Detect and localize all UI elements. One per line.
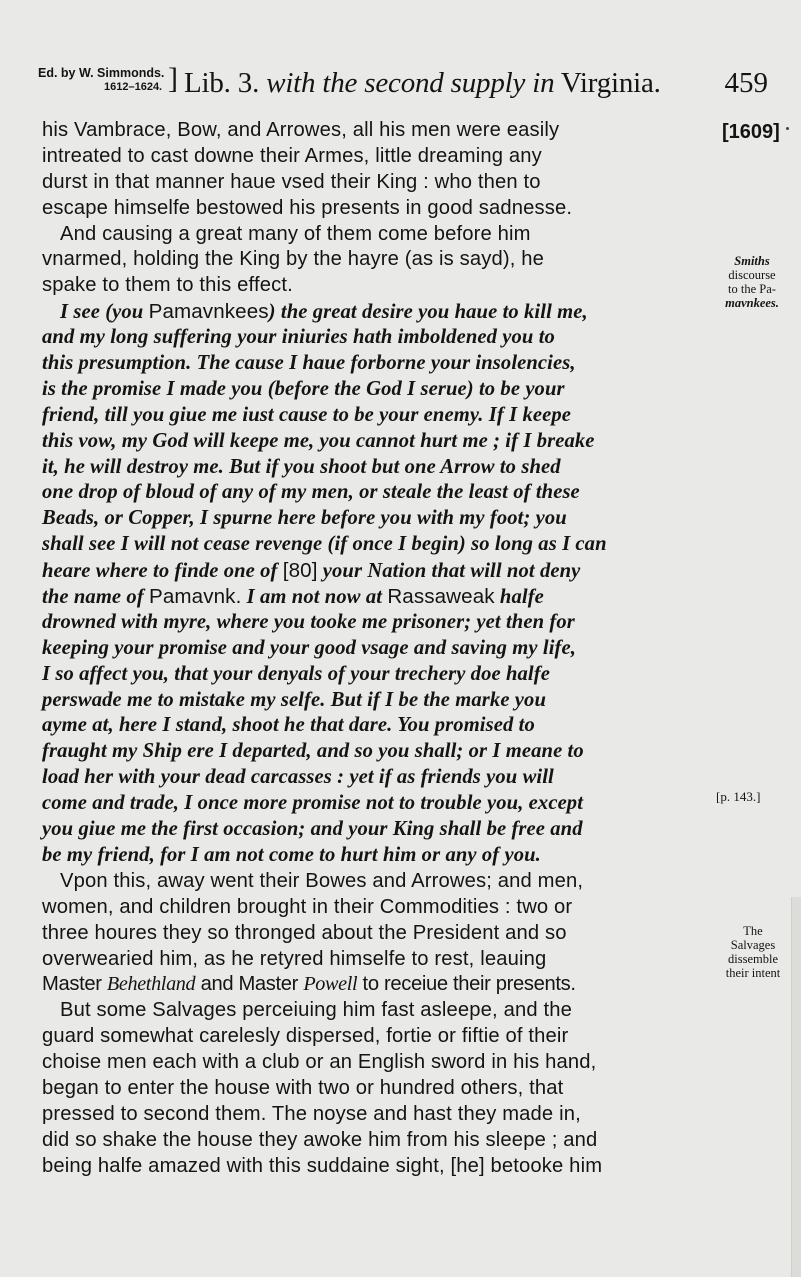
text-line: durst in that manner haue vsed their King : who then to: [42, 170, 541, 193]
text-line: [42, 972, 718, 998]
speech-line: drowned with myre, where you tooke me prisoner; yet then for: [42, 610, 575, 633]
speech-fragment: I see (you: [60, 301, 149, 324]
speech-line: Beads, or Copper, I spurne here before you with my foot; you: [42, 507, 567, 530]
text-fragment: Master: [42, 973, 107, 996]
page-number: 459: [724, 67, 768, 99]
speech-fragment: the name of: [42, 586, 150, 609]
text-fragment: and Master: [195, 973, 304, 996]
speech-line: it, he will destroy me. But if you shoot but one Arrow to shed: [42, 455, 561, 478]
speech-line: come and trade, I once more promise not to trouble you, except: [42, 792, 584, 815]
speech-line: this presumption. The cause I haue forborne your insolencies,: [42, 352, 576, 375]
speech-line: be my friend, for I am not come to hurt him or any of you.: [42, 843, 541, 866]
original-page-marker: [80]: [282, 559, 318, 583]
text-line: being halfe amazed with this suddaine sight, [he] betooke him: [42, 1154, 603, 1177]
margin-note-line: Smiths: [734, 254, 770, 268]
speech-fragment: I am not now at: [241, 586, 388, 609]
book-label: Lib. 3.: [184, 67, 260, 99]
speech-fragment: heare where to finde one of: [42, 560, 283, 583]
page-edge-shadow: [791, 897, 801, 1277]
text-line: And causing a great many of them come before him: [60, 222, 531, 245]
speech-line: [42, 584, 718, 610]
text-line: women, and children brought in their Commodities : two or: [42, 895, 573, 918]
header-bracket: ]: [168, 62, 178, 95]
speech-line: perswade me to mistake my selfe. But if I be the marke you: [42, 688, 547, 711]
name-rassaweak: Rassaweak: [387, 585, 495, 609]
speech-line: fraught my Ship ere I departed, and so you shall; or I meane to: [42, 740, 584, 763]
body-text: [42, 118, 718, 1180]
margin-note-smiths-discourse: [720, 254, 784, 310]
margin-note-line: to the Pa-: [728, 282, 776, 296]
text-line: But some Salvages perceiuing him fast asleepe, and the: [60, 999, 572, 1022]
name-behethland: Behethland: [106, 973, 196, 996]
margin-note-line: discourse: [728, 268, 776, 282]
running-header: [38, 56, 768, 104]
speech-line: you giue me the first occasion; and your King shall be free and: [42, 818, 583, 841]
text-line: escape himselfe bestowed his presents in good sadnesse.: [42, 196, 573, 219]
speech-line: [42, 299, 718, 325]
speech-line: is the promise I made you (before the God I serue) to be your: [42, 377, 565, 400]
speech-line: keeping your promise and your good vsage and saving my life,: [42, 636, 576, 659]
margin-note-line: dissemble: [728, 952, 778, 966]
text-line: Vpon this, away went their Bowes and Arrowes; and men,: [60, 869, 584, 892]
title-italic: with the second supply in: [266, 67, 555, 99]
text-line: did so shake the house they awoke him from his sleepe ; and: [42, 1128, 598, 1151]
margin-note-line: their intent: [725, 966, 781, 980]
text-line: began to enter the house with two or hundred others, that: [42, 1076, 564, 1099]
speech-line: ayme at, here I stand, shoot he that dare. You promised to: [42, 714, 535, 737]
speech-line: and my long suffering your iniuries hath imboldened you to: [42, 326, 555, 349]
text-line: three houres they so thronged about the President and so: [42, 921, 567, 944]
speech-line: this vow, my God will keepe me, you cannot hurt me ; if I breake: [42, 429, 595, 452]
name-pamavnk: Pamavnk.: [149, 585, 242, 609]
text-line: his Vambrace, Bow, and Arrowes, all his men were easily: [42, 119, 560, 141]
text-line: spake to them to this effect.: [42, 274, 293, 297]
editor-years: 1612–1624.: [104, 81, 163, 93]
speech-line: [42, 558, 718, 584]
speech-fragment: your Nation that will not deny: [317, 560, 581, 583]
text-line: guard somewhat carelesly dispersed, fortie or fiftie of their: [42, 1025, 569, 1048]
text-line: vnarmed, holding the King by the hayre (as is sayd), he: [42, 248, 544, 271]
speech-line: load her with your dead carcasses : yet if as friends you will: [42, 766, 554, 789]
margin-dot: [786, 127, 789, 130]
name-powell: Powell: [303, 973, 358, 996]
speech-line: shall see I will not cease revenge (if once I begin) so long as I can: [42, 533, 607, 556]
speech-line: I so affect you, that your denyals of your trechery doe halfe: [42, 662, 550, 685]
margin-note-line: mavnkees.: [725, 296, 779, 310]
title-place: Virginia.: [560, 67, 661, 99]
speech-fragment: ) the great desire you haue to kill me,: [268, 301, 588, 324]
editor-credit-text: Ed. by W. Simmonds.: [38, 66, 165, 80]
text-line: choise men each with a club or an English sword in his hand,: [42, 1051, 597, 1074]
margin-year: [1609]: [722, 121, 780, 143]
header-title: [184, 66, 661, 100]
text-line: intreated to cast downe their Armes, little dreaming any: [42, 144, 542, 167]
margin-note-line: Salvages: [730, 938, 776, 952]
name-pamavnkees: Pamavnkees: [148, 300, 269, 324]
margin-page-ref: [p. 143.]: [716, 789, 761, 804]
editor-credit: [38, 66, 165, 93]
text-line: pressed to second them. The noyse and hast they made in,: [42, 1102, 581, 1125]
speech-line: one drop of bloud of any of my men, or steale the least of these: [42, 481, 580, 504]
margin-note-salvages: [724, 924, 782, 980]
text-line: overwearied him, as he retyred himselfe to rest, leauing: [42, 947, 547, 970]
margin-note-line: The: [743, 924, 763, 938]
speech-fragment: halfe: [494, 586, 544, 609]
text-fragment: to receiue their presents.: [357, 973, 576, 996]
speech-line: friend, till you giue me iust cause to be your enemy. If I keepe: [42, 403, 572, 426]
